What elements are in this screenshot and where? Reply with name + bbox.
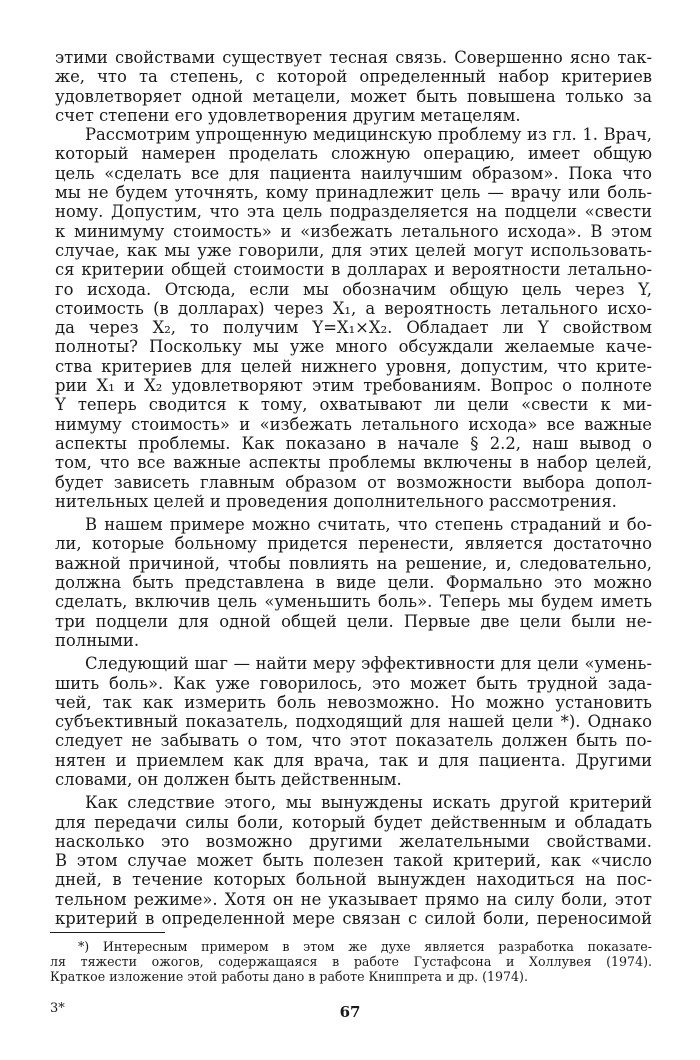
text-line: полными. [55, 630, 140, 650]
text-line: стоимость (в долларах) через X₁, а вероятность летального исхо- [55, 298, 652, 318]
text-line: ства критериев для целей нижнего уровня, допустим, что крите- [55, 356, 652, 376]
text-line: чей, так как измерить боль невозможно. Но можно установить [55, 692, 652, 712]
signature-mark: 3* [50, 1001, 65, 1016]
text-line: субъективный показатель, подходящий для нашей цели *). Однако [55, 712, 652, 732]
text-line: Как следствие этого, мы вынуждены искать другой критерий [85, 793, 652, 813]
text-line: нительных целей и проведения дополнительного рассмотрения. [55, 491, 617, 511]
footnote-separator [50, 932, 165, 933]
text-line: ному. Допустим, что эта цель подразделяется на подцели «свести [55, 202, 652, 222]
text-line: три подцели для одной общей цели. Первые две цели были не- [55, 611, 652, 631]
text-line: насколько это возможно другими желательными свойствами. [55, 831, 652, 851]
text-line: полноты? Поскольку мы уже много обсуждали желаемые каче- [55, 337, 652, 357]
text-line: критерий в определенной мере связан с силой боли, переносимой [55, 909, 652, 929]
text-line: следует не забывать о том, что этот показатель должен быть по- [55, 731, 652, 751]
text-line: случае, как мы уже говорили, для этих целей могут использовать- [55, 240, 652, 260]
text-line: ли, которые больному придется перенести, является достаточно [55, 534, 652, 554]
text-line: мы не будем уточнять, кому принадлежит цель — врачу или боль- [55, 183, 652, 203]
text-line: важной причиной, чтобы повлиять на решение, и, следовательно, [55, 553, 652, 573]
footnote-line: *) Интересным примером в этом же духе является разработка показате- [78, 939, 652, 954]
text-line: должна быть представлена в виде цели. Формально это можно [55, 573, 652, 593]
text-line: нимуму стоимость» и «избежать летального исхода» все важные [55, 414, 652, 434]
text-line: тельном режиме». Хотя он не указывает прямо на силу боли, этот [55, 889, 652, 909]
text-line: сделать, включив цель «уменьшить боль». Теперь мы будем иметь [55, 592, 652, 612]
text-line: Y теперь сводится к тому, охватывают ли цели «свести к ми- [55, 395, 652, 415]
text-line: шить боль». Как уже говорилось, это может быть трудной зада- [55, 673, 652, 693]
text-line: этими свойствами существует тесная связь. Совершенно ясно так- [55, 48, 652, 67]
text-line: В нашем примере можно считать, что степень страданий и бо- [85, 515, 652, 535]
text-line: для передачи силы боли, который будет действенным и обладать [55, 812, 652, 832]
text-line: да через X₂, то получим Y=X₁×X₂. Обладает ли Y свойством [55, 318, 652, 338]
footnote [50, 940, 652, 984]
footnote-line: Краткое изложение этой работы дано в работе Книппрета и др. (1974). [50, 968, 528, 984]
text-line: том, что все важные аспекты проблемы включены в набор целей, [55, 453, 652, 473]
text-line: аспекты проблемы. Как показано в начале § 2.2, наш вывод о [55, 433, 652, 453]
text-line: Следующий шаг — найти меру эффективности для цели «умень- [85, 654, 652, 674]
text-line: В этом случае может быть полезен такой критерий, как «число [55, 851, 652, 871]
text-line: цель «сделать все для пациента наилучшим образом». Пока что [55, 163, 652, 183]
footnote-line: ля тяжести ожогов, содержащаяся в работе Густафсона и Холлувея (1974). [50, 953, 652, 969]
page-number: 67 [339, 1003, 361, 1021]
text-line: Рассмотрим упрощенную медицинскую проблему из гл. 1. Врач, [85, 125, 652, 145]
text-line: удовлетворяет одной метацели, может быть повышена только за [55, 86, 652, 106]
text-line: го исхода. Отсюда, если мы обозначим общую цель через Y, [55, 279, 652, 299]
body-text [55, 48, 652, 928]
text-line: же, что та степень, с которой определенный набор критериев [55, 67, 652, 87]
text-line: будет зависеть главным образом от возможности выбора допол- [55, 472, 652, 492]
text-line: рии X₁ и X₂ удовлетворяют этим требованиям. Вопрос о полноте [55, 376, 652, 396]
text-line: к минимуму стоимость» и «избежать летального исхода». В этом [55, 221, 652, 241]
text-line: счет степени его удовлетворения другим метацелям. [55, 105, 521, 125]
text-line: который намерен проделать сложную операцию, имеет общую [55, 144, 652, 164]
text-line: словами, он должен быть действенным. [55, 769, 402, 789]
text-line: ся критерии общей стоимости в долларах и вероятности летально- [55, 260, 652, 280]
text-line: нятен и приемлем как для врача, так и для пациента. Другими [55, 750, 652, 770]
text-line: дней, в течение которых больной вынужден находиться на пос- [55, 870, 652, 890]
